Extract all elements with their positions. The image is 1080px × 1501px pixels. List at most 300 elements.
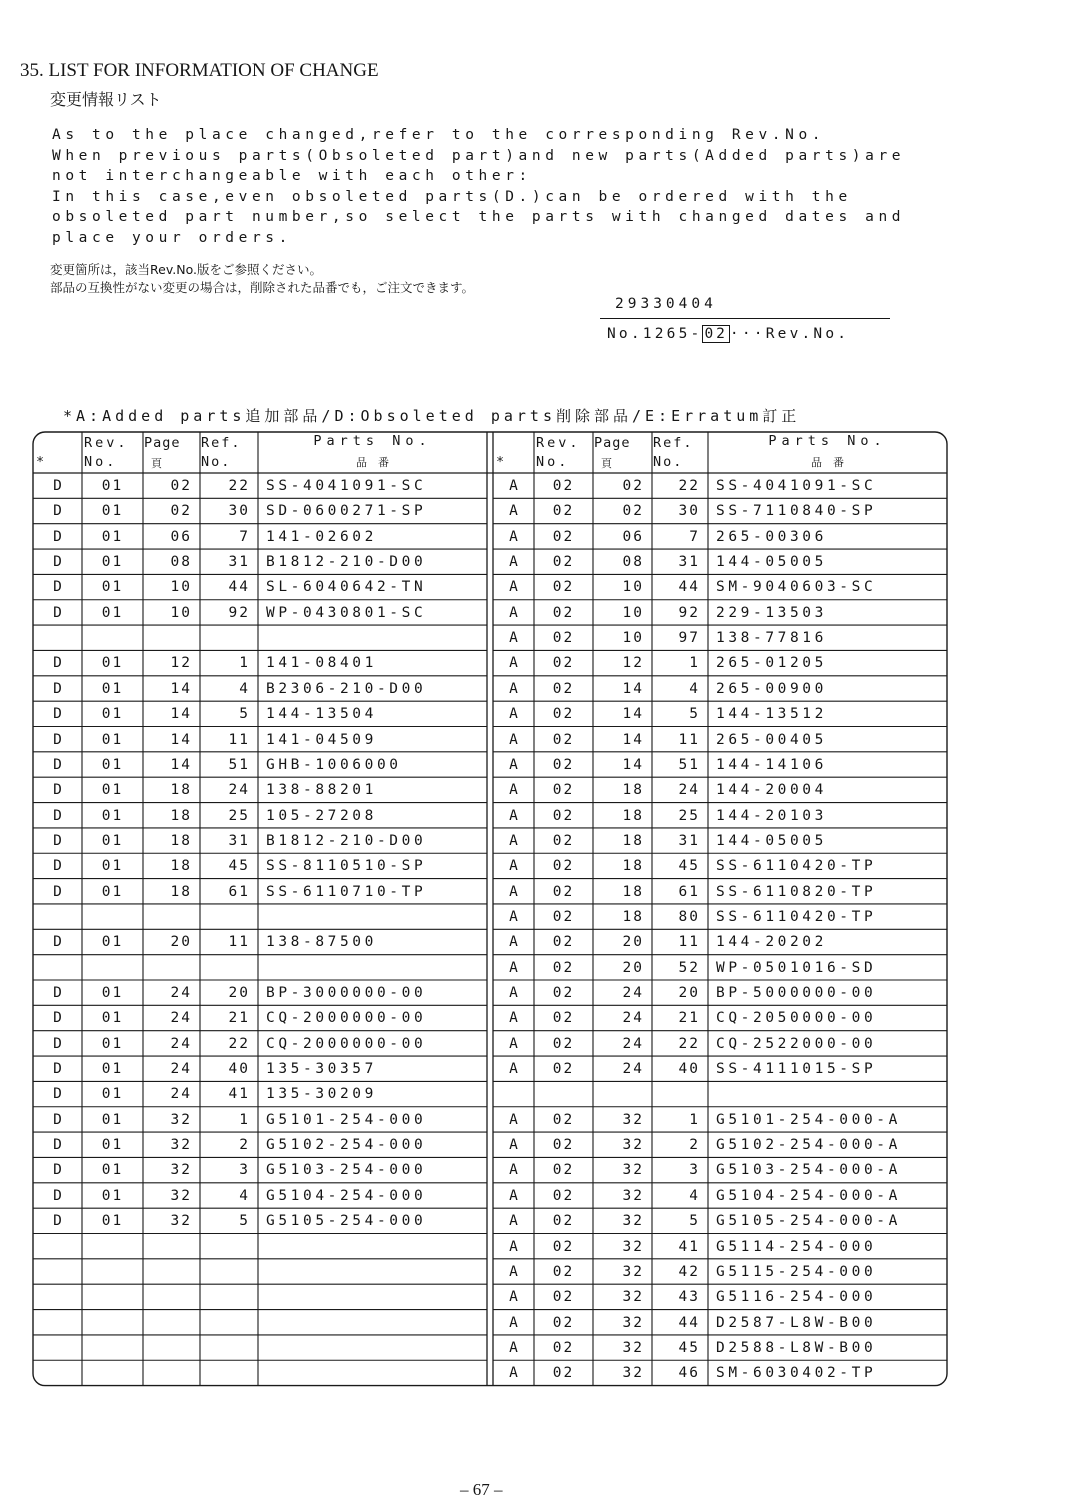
row-page-left: 24: [170, 985, 192, 1001]
row-mark-left: D: [53, 832, 62, 849]
row-rev-right: 02: [552, 1238, 575, 1255]
row-ref-right: 41: [678, 1238, 700, 1255]
row-page-left: 32: [170, 1137, 192, 1154]
row-page-left: 10: [170, 604, 192, 621]
row-part-number-right: 144-14106: [716, 756, 827, 773]
row-page-left: 20: [170, 934, 192, 951]
row-part-number-right: G5101-254-000-A: [716, 1111, 901, 1128]
row-ref-right: 31: [678, 832, 700, 849]
row-page-right: 20: [622, 934, 644, 951]
header-rev-no-right: No.: [536, 454, 570, 470]
row-page-right: 32: [622, 1289, 644, 1306]
row-part-number-right: SS-6110420-TP: [716, 858, 877, 875]
row-page-left: 24: [170, 1010, 192, 1027]
row-part-number-left: CQ-2000000-00: [266, 1010, 427, 1027]
row-rev-left: 01: [101, 1111, 124, 1128]
row-rev-right: 02: [552, 883, 575, 900]
row-part-number-right: 144-05005: [716, 832, 827, 849]
row-part-number-right: 265-00900: [716, 680, 827, 697]
section-title: 35. LIST FOR INFORMATION OF CHANGE: [20, 60, 379, 81]
row-part-number-right: D2587-L8W-B00: [716, 1314, 877, 1331]
row-rev-left: 01: [101, 985, 124, 1001]
row-part-number-right: 229-13503: [716, 604, 827, 621]
row-mark-right: A: [509, 1111, 518, 1128]
row-rev-right: 02: [552, 630, 575, 647]
header-page-right: Page: [594, 435, 631, 451]
row-page-left: 18: [170, 858, 192, 875]
row-mark-right: A: [509, 782, 518, 799]
row-part-number-left: BP-3000000-00: [266, 985, 427, 1001]
row-ref-right: 31: [678, 554, 700, 571]
row-mark-left: D: [53, 706, 62, 723]
row-rev-left: 01: [101, 934, 124, 951]
row-rev-right: 02: [552, 1213, 575, 1230]
row-ref-right: 4: [689, 680, 700, 697]
row-ref-right: 46: [678, 1365, 700, 1382]
row-page-right: 12: [622, 655, 644, 672]
row-part-number-right: 144-20004: [716, 782, 827, 799]
row-mark-right: A: [509, 630, 518, 647]
row-mark-right: A: [509, 731, 518, 748]
row-part-number-right: 144-05005: [716, 554, 827, 571]
row-ref-left: 1: [239, 655, 250, 672]
row-page-left: 10: [170, 579, 192, 596]
row-part-number-left: G5102-254-000: [266, 1137, 427, 1154]
row-ref-right: 22: [678, 1035, 700, 1052]
row-ref-right: 5: [689, 706, 700, 723]
row-mark-right: A: [509, 478, 518, 494]
header-rev-left: Rev.: [84, 435, 129, 451]
row-ref-left: 92: [228, 604, 250, 621]
row-rev-left: 01: [101, 528, 124, 545]
intro-line: When previous parts(Obsoleted part)and new parts(Added parts)are: [52, 147, 906, 164]
row-mark-right: A: [509, 1213, 518, 1230]
row-page-right: 14: [622, 680, 644, 697]
row-page-left: 18: [170, 832, 192, 849]
row-ref-right: 92: [678, 604, 700, 621]
row-rev-right: 02: [552, 604, 575, 621]
row-mark-right: A: [509, 1162, 518, 1179]
row-rev-right: 02: [552, 1187, 575, 1204]
row-rev-left: 01: [101, 1061, 124, 1078]
row-rev-right: 02: [552, 1263, 575, 1280]
row-ref-left: 44: [228, 579, 250, 596]
header-parts-ja-right: 品 番: [811, 456, 844, 469]
row-ref-right: 25: [678, 807, 700, 824]
row-mark-left: D: [53, 1035, 62, 1052]
row-ref-left: 5: [239, 706, 250, 723]
row-mark-left: D: [53, 1086, 62, 1103]
row-rev-left: 01: [101, 832, 124, 849]
row-part-number-left: G5105-254-000: [266, 1213, 427, 1230]
row-ref-right: 45: [678, 1339, 700, 1356]
row-mark-right: A: [509, 1263, 518, 1280]
row-rev-right: 02: [552, 1061, 575, 1078]
row-page-right: 32: [622, 1137, 644, 1154]
row-part-number-left: 141-04509: [266, 731, 377, 748]
row-page-right: 10: [622, 604, 644, 621]
row-mark-left: D: [53, 782, 62, 799]
row-ref-left: 24: [228, 782, 250, 799]
intro-line: obsoleted part number,so select the parts with changed dates and: [52, 209, 906, 226]
row-ref-right: 2: [689, 1137, 700, 1154]
header-ref-left: Ref.: [201, 435, 242, 451]
row-page-left: 32: [170, 1162, 192, 1179]
row-page-left: 32: [170, 1111, 192, 1128]
row-mark-right: A: [509, 1365, 518, 1382]
row-mark-right: A: [509, 1314, 518, 1331]
row-part-number-right: G5104-254-000-A: [716, 1187, 901, 1204]
row-ref-right: 3: [689, 1162, 700, 1179]
header-page-ja-right: 頁: [601, 457, 612, 470]
row-mark-left: D: [53, 1111, 62, 1128]
row-rev-left: 01: [101, 478, 124, 494]
row-rev-right: 02: [552, 655, 575, 672]
row-page-left: 14: [170, 756, 192, 773]
row-part-number-right: BP-5000000-00: [716, 985, 877, 1001]
header-ref-no-left: No.: [201, 454, 232, 470]
header-mark-right: *: [496, 454, 505, 470]
row-part-number-right: G5116-254-000: [716, 1289, 877, 1306]
japanese-note-line: 変更箇所は，該当Rev.No.版をご参照ください。: [50, 262, 322, 277]
row-rev-left: 01: [101, 706, 124, 723]
row-mark-left: D: [53, 1187, 62, 1204]
row-ref-left: 2: [239, 1137, 250, 1154]
row-mark-right: A: [509, 959, 518, 976]
row-ref-right: 1: [689, 1111, 700, 1128]
row-rev-left: 01: [101, 680, 124, 697]
row-ref-right: 44: [678, 579, 700, 596]
row-page-left: 14: [170, 706, 192, 723]
row-part-number-left: 105-27208: [266, 807, 377, 824]
row-ref-right: 21: [678, 1010, 700, 1027]
row-ref-right: 45: [678, 858, 700, 875]
row-page-left: 12: [170, 655, 192, 672]
row-page-right: 18: [622, 807, 644, 824]
row-mark-right: A: [509, 579, 518, 596]
row-part-number-right: CQ-2522000-00: [716, 1035, 877, 1052]
row-mark-right: A: [509, 1035, 518, 1052]
row-mark-left: D: [53, 528, 62, 545]
row-ref-left: 1: [239, 1111, 250, 1128]
row-part-number-right: SS-4111015-SP: [716, 1061, 877, 1078]
row-rev-right: 02: [552, 706, 575, 723]
row-rev-right: 02: [552, 680, 575, 697]
row-part-number-left: 141-08401: [266, 655, 377, 672]
row-page-right: 14: [622, 731, 644, 748]
row-part-number-left: 144-13504: [266, 706, 377, 723]
header-parts-left: Parts No.: [313, 433, 432, 449]
row-part-number-right: 144-20202: [716, 934, 827, 951]
row-ref-left: 3: [239, 1162, 250, 1179]
legend-line: *A:Added parts追加部品/D:Obsoleted parts削除部品/E:Erratum訂正: [63, 407, 801, 425]
row-mark-left: D: [53, 579, 62, 596]
row-ref-left: 25: [228, 807, 250, 824]
row-page-right: 06: [622, 528, 644, 545]
row-rev-right: 02: [552, 959, 575, 976]
row-rev-left: 01: [101, 858, 124, 875]
row-rev-right: 02: [552, 579, 575, 596]
row-mark-left: D: [53, 1010, 62, 1027]
row-ref-right: 52: [678, 959, 700, 976]
row-part-number-right: G5114-254-000: [716, 1238, 877, 1255]
row-ref-left: 7: [239, 528, 250, 545]
row-ref-left: 45: [228, 858, 250, 875]
row-ref-left: 21: [228, 1010, 250, 1027]
row-part-number-right: SS-7110840-SP: [716, 503, 877, 520]
document-number: 29330404: [615, 296, 717, 312]
row-ref-right: 24: [678, 782, 700, 799]
row-ref-right: 44: [678, 1314, 700, 1331]
row-mark-right: A: [509, 1238, 518, 1255]
row-mark-right: A: [509, 883, 518, 900]
row-rev-left: 01: [101, 1213, 124, 1230]
row-part-number-right: 265-00405: [716, 731, 827, 748]
row-part-number-right: SM-9040603-SC: [716, 579, 877, 596]
row-rev-right: 02: [552, 1314, 575, 1331]
row-rev-left: 01: [101, 503, 124, 520]
row-page-left: 24: [170, 1061, 192, 1078]
row-mark-right: A: [509, 1010, 518, 1027]
row-page-right: 02: [622, 478, 644, 494]
row-ref-right: 22: [678, 478, 700, 494]
row-page-right: 08: [622, 554, 644, 571]
row-ref-right: 7: [689, 528, 700, 545]
intro-line: not interchangeable with each other:: [52, 168, 532, 185]
row-ref-right: 43: [678, 1289, 700, 1306]
row-mark-right: A: [509, 908, 518, 925]
row-page-left: 14: [170, 680, 192, 697]
header-page-left: Page: [144, 435, 181, 451]
row-part-number-left: 141-02602: [266, 528, 377, 545]
row-page-right: 24: [622, 1010, 644, 1027]
row-ref-right: 42: [678, 1263, 700, 1280]
row-rev-right: 02: [552, 985, 575, 1001]
row-mark-right: A: [509, 1137, 518, 1154]
row-part-number-right: G5115-254-000: [716, 1263, 877, 1280]
row-page-right: 24: [622, 1035, 644, 1052]
header-rev-no-left: No.: [84, 454, 118, 470]
row-part-number-left: WP-0430801-SC: [266, 604, 427, 621]
row-rev-right: 02: [552, 832, 575, 849]
row-part-number-left: B1812-210-D00: [266, 832, 427, 849]
row-rev-right: 02: [552, 503, 575, 520]
row-rev-right: 02: [552, 1010, 575, 1027]
row-mark-right: A: [509, 756, 518, 773]
row-page-right: 32: [622, 1111, 644, 1128]
row-ref-left: 31: [228, 832, 250, 849]
row-part-number-left: G5101-254-000: [266, 1111, 427, 1128]
row-mark-left: D: [53, 478, 62, 494]
row-ref-right: 4: [689, 1187, 700, 1204]
row-rev-left: 01: [101, 1187, 124, 1204]
row-page-left: 06: [170, 528, 192, 545]
row-mark-left: D: [53, 554, 62, 571]
row-rev-left: 01: [101, 731, 124, 748]
row-mark-right: A: [509, 655, 518, 672]
row-ref-left: 4: [239, 1187, 250, 1204]
row-page-right: 32: [622, 1365, 644, 1382]
row-part-number-left: SS-8110510-SP: [266, 858, 427, 875]
header-ref-right: Ref.: [653, 435, 694, 451]
row-page-right: 18: [622, 908, 644, 925]
row-rev-right: 02: [552, 934, 575, 951]
row-part-number-right: SS-4041091-SC: [716, 478, 877, 494]
japanese-note-line: 部品の互換性がない変更の場合は，削除された品番でも，ご注文できます。: [50, 280, 475, 295]
row-mark-left: D: [53, 934, 62, 951]
row-rev-right: 02: [552, 1111, 575, 1128]
row-page-right: 14: [622, 706, 644, 723]
row-mark-right: A: [509, 1339, 518, 1356]
intro-line: place your orders.: [52, 229, 292, 246]
row-ref-left: 5: [239, 1213, 250, 1230]
row-mark-right: A: [509, 680, 518, 697]
row-part-number-left: 138-88201: [266, 782, 377, 799]
row-rev-left: 01: [101, 604, 124, 621]
row-ref-right: 61: [678, 883, 700, 900]
row-mark-left: D: [53, 503, 62, 520]
row-ref-left: 11: [228, 731, 250, 748]
row-rev-right: 02: [552, 554, 575, 571]
row-mark-right: A: [509, 934, 518, 951]
row-page-right: 02: [622, 503, 644, 520]
row-page-right: 18: [622, 782, 644, 799]
row-mark-left: D: [53, 1137, 62, 1154]
row-ref-left: 11: [228, 934, 250, 951]
row-part-number-left: 135-30209: [266, 1086, 377, 1103]
row-page-right: 24: [622, 985, 644, 1001]
row-rev-right: 02: [552, 807, 575, 824]
row-rev-left: 01: [101, 807, 124, 824]
revision-number-box: 02: [704, 326, 728, 342]
row-rev-right: 02: [552, 756, 575, 773]
row-mark-right: A: [509, 832, 518, 849]
row-ref-left: 30: [228, 503, 250, 520]
row-rev-left: 01: [101, 782, 124, 799]
row-ref-right: 40: [678, 1061, 700, 1078]
row-part-number-right: 138-77816: [716, 630, 827, 647]
section-title-japanese: 変更情報リスト: [50, 90, 162, 109]
row-rev-left: 01: [101, 1137, 124, 1154]
row-rev-left: 01: [101, 655, 124, 672]
row-mark-right: A: [509, 528, 518, 545]
row-part-number-left: B2306-210-D00: [266, 680, 427, 697]
row-mark-right: A: [509, 807, 518, 824]
row-rev-left: 01: [101, 883, 124, 900]
header-parts-ja-left: 品 番: [356, 456, 389, 469]
row-mark-right: A: [509, 706, 518, 723]
row-page-right: 32: [622, 1213, 644, 1230]
row-page-left: 24: [170, 1035, 192, 1052]
header-ref-no-right: No.: [653, 454, 684, 470]
row-part-number-right: 265-01205: [716, 655, 827, 672]
row-rev-right: 02: [552, 478, 575, 494]
row-rev-left: 01: [101, 1010, 124, 1027]
row-ref-left: 20: [228, 985, 250, 1001]
row-part-number-right: G5102-254-000-A: [716, 1137, 901, 1154]
row-page-right: 18: [622, 883, 644, 900]
row-ref-left: 22: [228, 1035, 250, 1052]
row-ref-left: 51: [228, 756, 250, 773]
row-page-left: 18: [170, 807, 192, 824]
row-mark-left: D: [53, 680, 62, 697]
row-part-number-left: SL-6040642-TN: [266, 579, 427, 596]
row-part-number-right: 144-20103: [716, 807, 827, 824]
row-rev-right: 02: [552, 858, 575, 875]
row-part-number-left: B1812-210-D00: [266, 554, 427, 571]
row-mark-left: D: [53, 655, 62, 672]
row-part-number-left: 135-30357: [266, 1061, 377, 1078]
row-part-number-left: G5104-254-000: [266, 1187, 427, 1204]
row-rev-right: 02: [552, 1365, 575, 1382]
intro-line: In this case,even obsoleted parts(D.)can be ordered with the: [52, 188, 852, 205]
row-rev-left: 01: [101, 1035, 124, 1052]
row-mark-left: D: [53, 1213, 62, 1230]
row-ref-right: 5: [689, 1213, 700, 1230]
row-part-number-left: 138-87500: [266, 934, 377, 951]
row-page-left: 18: [170, 883, 192, 900]
row-mark-right: A: [509, 1289, 518, 1306]
row-ref-right: 1: [689, 655, 700, 672]
row-page-right: 32: [622, 1339, 644, 1356]
row-page-right: 24: [622, 1061, 644, 1078]
row-mark-right: A: [509, 554, 518, 571]
intro-line: As to the place changed,refer to the corresponding Rev.No.: [52, 127, 826, 143]
row-mark-left: D: [53, 985, 62, 1001]
row-mark-left: D: [53, 756, 62, 773]
row-rev-right: 02: [552, 782, 575, 799]
row-ref-left: 31: [228, 554, 250, 571]
row-ref-right: 80: [678, 908, 700, 925]
row-part-number-right: D2588-L8W-B00: [716, 1339, 877, 1356]
row-part-number-right: SS-6110820-TP: [716, 883, 877, 900]
row-ref-left: 40: [228, 1061, 250, 1078]
row-mark-right: A: [509, 503, 518, 520]
row-ref-left: 61: [228, 883, 250, 900]
row-rev-right: 02: [552, 1137, 575, 1154]
row-page-right: 14: [622, 756, 644, 773]
row-part-number-right: SM-6030402-TP: [716, 1365, 877, 1382]
header-mark-left: *: [36, 454, 45, 470]
row-page-right: 18: [622, 832, 644, 849]
row-ref-left: 41: [228, 1086, 250, 1103]
row-ref-right: 20: [678, 985, 700, 1001]
row-ref-right: 11: [678, 934, 700, 951]
row-mark-left: D: [53, 883, 62, 900]
row-rev-left: 01: [101, 554, 124, 571]
row-page-right: 32: [622, 1187, 644, 1204]
row-rev-left: 01: [101, 756, 124, 773]
row-rev-right: 02: [552, 731, 575, 748]
row-mark-right: A: [509, 858, 518, 875]
row-part-number-left: CQ-2000000-00: [266, 1035, 427, 1052]
row-page-right: 32: [622, 1162, 644, 1179]
row-ref-left: 22: [228, 478, 250, 494]
row-rev-right: 02: [552, 1289, 575, 1306]
header-parts-right: Parts No.: [768, 433, 887, 449]
row-mark-left: D: [53, 1061, 62, 1078]
row-rev-right: 02: [552, 528, 575, 545]
row-part-number-right: SS-6110420-TP: [716, 908, 877, 925]
row-rev-right: 02: [552, 1162, 575, 1179]
row-ref-right: 97: [678, 630, 700, 647]
row-rev-right: 02: [552, 1339, 575, 1356]
row-mark-right: A: [509, 604, 518, 621]
row-page-left: 24: [170, 1086, 192, 1103]
row-ref-right: 30: [678, 503, 700, 520]
row-part-number-left: SS-6110710-TP: [266, 883, 427, 900]
row-page-right: 18: [622, 858, 644, 875]
